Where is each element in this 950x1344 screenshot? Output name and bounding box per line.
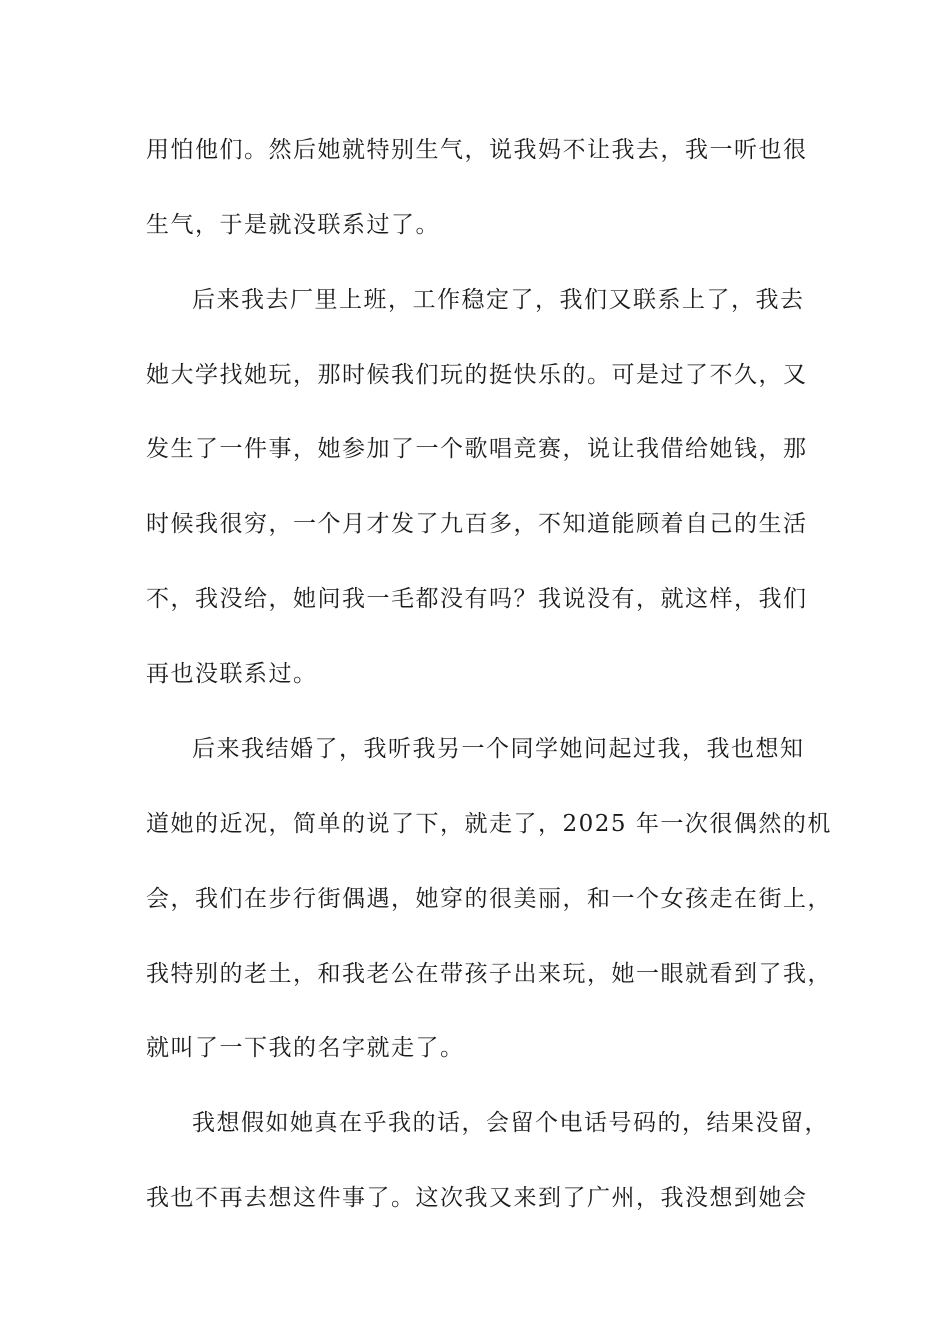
text-line: 我也不再去想这件事了。这次我又来到了广州，我没想到她会: [146, 1185, 808, 1211]
text-line: 用怕他们。然后她就特别生气，说我妈不让我去，我一听也很: [146, 137, 808, 163]
text-line: 再也没联系过。: [146, 661, 318, 687]
paragraph-first-line: 后来我去厂里上班，工作稳定了，我们又联系上了，我去: [192, 287, 805, 313]
text-line: 她大学找她玩，那时候我们玩的挺快乐的。可是过了不久，又: [146, 362, 808, 388]
text-line: 发生了一件事，她参加了一个歌唱竞赛，说让我借给她钱，那: [146, 436, 808, 462]
text-line: 道她的近况，简单的说了下，就走了，2025 年一次很偶然的机: [146, 811, 832, 837]
paragraph-first-line: 后来我结婚了，我听我另一个同学她问起过我，我也想知: [192, 736, 805, 762]
text-line: 生气，于是就没联系过了。: [146, 212, 440, 238]
text-line: 时候我很穷，一个月才发了九百多，不知道能顾着自己的生活: [146, 511, 808, 537]
paragraph-first-line: 我想假如她真在乎我的话，会留个电话号码的，结果没留，: [192, 1110, 829, 1136]
text-line: 不，我没给，她问我一毛都没有吗？我说没有，就这样，我们: [146, 586, 808, 612]
text-line: 我特别的老土，和我老公在带孩子出来玩，她一眼就看到了我，: [146, 961, 832, 987]
text-line: 会，我们在步行街偶遇，她穿的很美丽，和一个女孩走在街上，: [146, 886, 832, 912]
text-line: 就叫了一下我的名字就走了。: [146, 1035, 465, 1061]
